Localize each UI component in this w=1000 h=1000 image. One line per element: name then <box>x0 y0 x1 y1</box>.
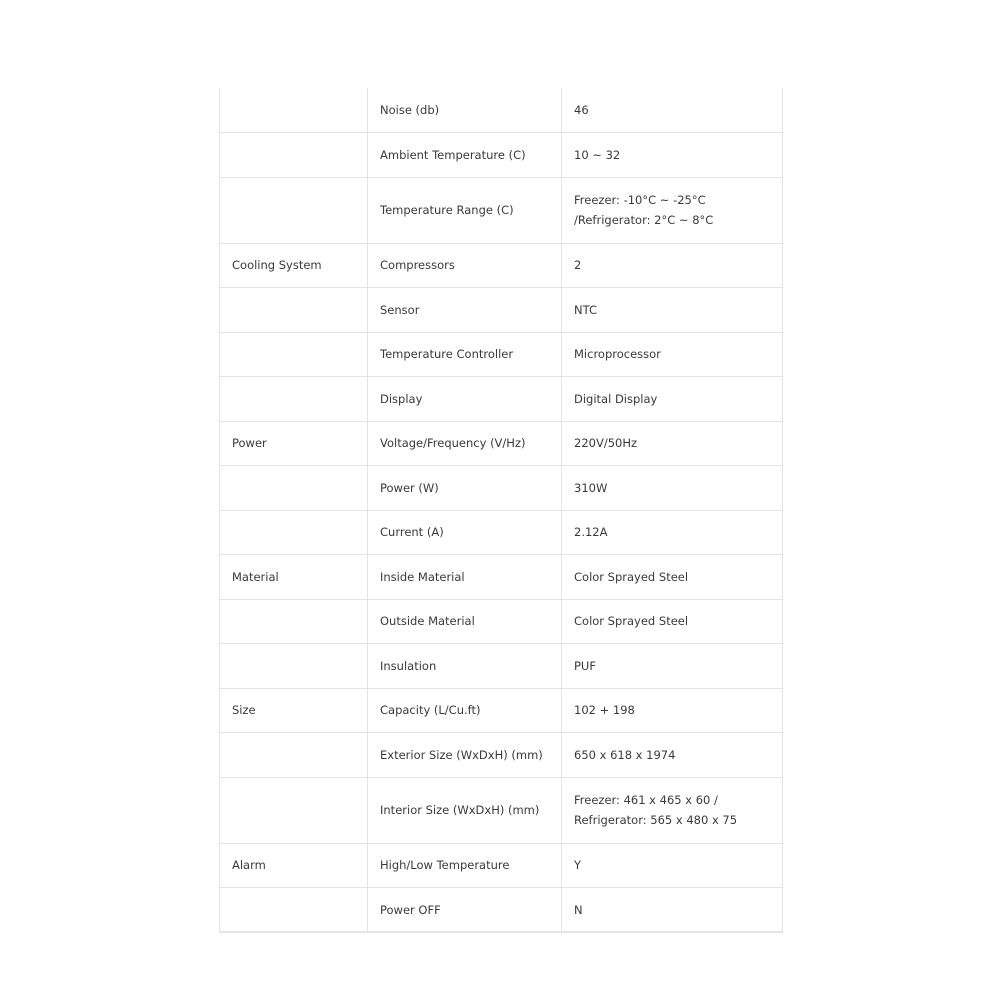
attribute-cell: Capacity (L/Cu.ft) <box>368 688 562 733</box>
table-row <box>220 377 783 422</box>
category-cell: Material <box>220 555 368 600</box>
attribute-cell: Power OFF <box>368 888 562 933</box>
category-cell <box>220 466 368 511</box>
table-row <box>220 555 783 600</box>
value-cell: 2 <box>562 243 783 288</box>
table-row <box>220 510 783 555</box>
attribute-cell: Insulation <box>368 644 562 689</box>
category-cell <box>220 288 368 333</box>
category-cell <box>220 88 368 133</box>
category-cell <box>220 332 368 377</box>
attribute-cell: Power (W) <box>368 466 562 511</box>
category-cell <box>220 177 368 243</box>
table-row <box>220 733 783 778</box>
value-cell: PUF <box>562 644 783 689</box>
table-row <box>220 288 783 333</box>
attribute-cell: Temperature Controller <box>368 332 562 377</box>
value-cell: Digital Display <box>562 377 783 422</box>
category-cell <box>220 644 368 689</box>
value-cell: 46 <box>562 88 783 133</box>
table-row <box>220 688 783 733</box>
category-cell <box>220 777 368 843</box>
spec-table <box>219 88 783 933</box>
table-row <box>220 88 783 133</box>
category-cell <box>220 133 368 178</box>
value-cell: Freezer: 461 x 465 x 60 / Refrigerator: 565 x 480 x 75 <box>562 777 783 843</box>
category-cell <box>220 599 368 644</box>
table-row <box>220 421 783 466</box>
table-row <box>220 177 783 243</box>
attribute-cell: Display <box>368 377 562 422</box>
value-cell: 650 x 618 x 1974 <box>562 733 783 778</box>
table-row <box>220 777 783 843</box>
value-cell: Color Sprayed Steel <box>562 599 783 644</box>
value-cell: Microprocessor <box>562 332 783 377</box>
category-cell <box>220 510 368 555</box>
attribute-cell: Voltage/Frequency (V/Hz) <box>368 421 562 466</box>
category-cell: Cooling System <box>220 243 368 288</box>
table-row <box>220 466 783 511</box>
attribute-cell: Inside Material <box>368 555 562 600</box>
value-cell: N <box>562 888 783 933</box>
category-cell <box>220 733 368 778</box>
attribute-cell: Interior Size (WxDxH) (mm) <box>368 777 562 843</box>
attribute-cell: Temperature Range (C) <box>368 177 562 243</box>
table-row <box>220 843 783 888</box>
table-row <box>220 644 783 689</box>
table-row <box>220 599 783 644</box>
attribute-cell: Outside Material <box>368 599 562 644</box>
category-cell <box>220 377 368 422</box>
category-cell: Alarm <box>220 843 368 888</box>
attribute-cell: Compressors <box>368 243 562 288</box>
category-cell: Power <box>220 421 368 466</box>
attribute-cell: Sensor <box>368 288 562 333</box>
table-row <box>220 133 783 178</box>
attribute-cell: Current (A) <box>368 510 562 555</box>
category-cell <box>220 888 368 933</box>
value-cell: 220V/50Hz <box>562 421 783 466</box>
attribute-cell: Exterior Size (WxDxH) (mm) <box>368 733 562 778</box>
table-row <box>220 332 783 377</box>
value-cell: Freezer: -10°C ~ -25°C /Refrigerator: 2°C ~ 8°C <box>562 177 783 243</box>
value-cell: Color Sprayed Steel <box>562 555 783 600</box>
value-cell: NTC <box>562 288 783 333</box>
value-cell: Y <box>562 843 783 888</box>
attribute-cell: Noise (db) <box>368 88 562 133</box>
value-cell: 102 + 198 <box>562 688 783 733</box>
category-cell: Size <box>220 688 368 733</box>
value-cell: 310W <box>562 466 783 511</box>
value-cell: 2.12A <box>562 510 783 555</box>
table-row <box>220 243 783 288</box>
value-cell: 10 ~ 32 <box>562 133 783 178</box>
attribute-cell: Ambient Temperature (C) <box>368 133 562 178</box>
table-row <box>220 888 783 933</box>
attribute-cell: High/Low Temperature <box>368 843 562 888</box>
